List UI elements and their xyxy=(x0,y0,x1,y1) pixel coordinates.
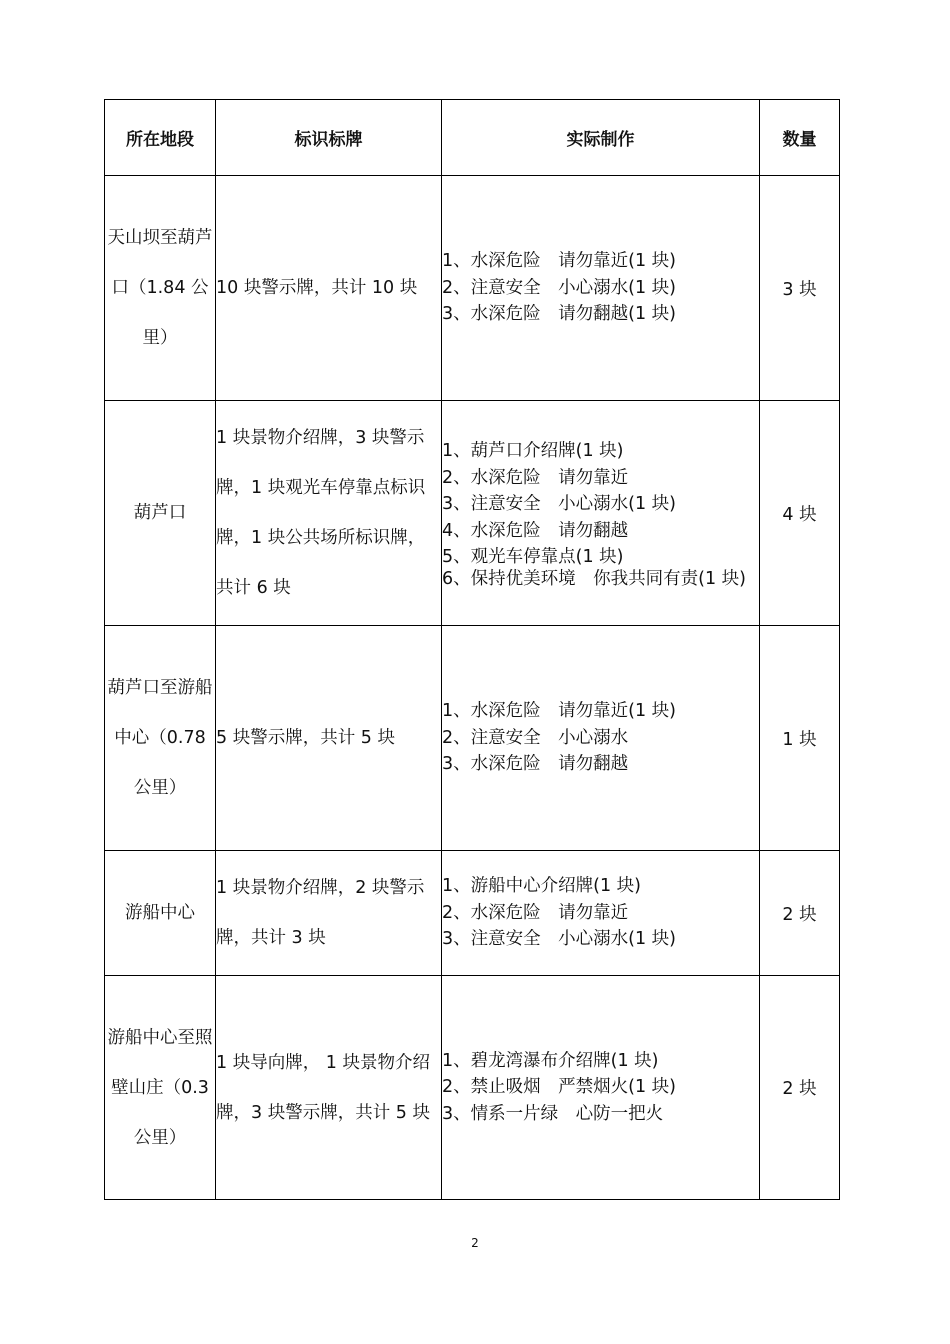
made-item: 4、水深危险 请勿翻越 xyxy=(442,520,629,541)
page-number: 2 xyxy=(471,1236,479,1250)
location-cell: 天山坝至葫芦口（1.84 公里） xyxy=(105,176,216,401)
quantity-cell: 2 块 xyxy=(760,976,840,1200)
made-item: 1、水深危险 请勿靠近(1 块) xyxy=(442,251,676,272)
made-cell xyxy=(442,176,760,401)
location-cell: 游船中心 xyxy=(105,851,216,976)
made-item: 3、注意安全 小心溺水(1 块) xyxy=(442,929,676,950)
made-item: 1、游船中心介绍牌(1 块) xyxy=(442,876,641,897)
header-quantity: 数量 xyxy=(760,100,840,176)
signs-cell: 1 块导向牌， 1 块景物介绍牌，3 块警示牌，共计 5 块 xyxy=(216,976,442,1200)
quantity-cell: 3 块 xyxy=(760,176,840,401)
made-item: 2、注意安全 小心溺水 xyxy=(442,727,629,748)
header-row xyxy=(105,100,840,176)
table-row xyxy=(105,401,840,626)
made-cell xyxy=(442,626,760,851)
quantity-cell: 1 块 xyxy=(760,626,840,851)
signs-cell: 5 块警示牌，共计 5 块 xyxy=(216,626,442,851)
made-item: 1、碧龙湾瀑布介绍牌(1 块) xyxy=(442,1050,659,1071)
location-cell: 游船中心至照壁山庄（0.3 公里） xyxy=(105,976,216,1200)
signs-cell: 1 块景物介绍牌，2 块警示牌，共计 3 块 xyxy=(216,851,442,976)
made-item: 2、水深危险 请勿靠近 xyxy=(442,467,629,488)
table-row xyxy=(105,976,840,1200)
signs-cell: 10 块警示牌，共计 10 块 xyxy=(216,176,442,401)
made-item: 1、水深危险 请勿靠近(1 块) xyxy=(442,701,676,722)
header-signs: 标识标牌 xyxy=(216,100,442,176)
location-cell: 葫芦口至游船中心（0.78 公里） xyxy=(105,626,216,851)
made-item: 2、注意安全 小心溺水(1 块) xyxy=(442,277,676,298)
made-cell xyxy=(442,851,760,976)
table-row xyxy=(105,851,840,976)
made-item: 3、情系一片绿 心防一把火 xyxy=(442,1103,664,1124)
made-item: 3、水深危险 请勿翻越 xyxy=(442,754,629,775)
signage-table xyxy=(104,99,840,1200)
quantity-cell: 4 块 xyxy=(760,401,840,626)
made-item: 3、水深危险 请勿翻越(1 块) xyxy=(442,304,676,325)
signs-cell: 1 块景物介绍牌，3 块警示牌，1 块观光车停靠点标识牌，1 块公共场所标识牌，共计 6 块 xyxy=(216,401,442,626)
made-item: 2、禁止吸烟 严禁烟火(1 块) xyxy=(442,1077,676,1098)
made-cell xyxy=(442,401,760,626)
made-item: 2、水深危险 请勿靠近 xyxy=(442,902,629,923)
header-location: 所在地段 xyxy=(105,100,216,176)
made-item: 5、观光车停靠点(1 块) xyxy=(442,547,624,568)
made-item: 1、葫芦口介绍牌(1 块) xyxy=(442,441,624,462)
table-row xyxy=(105,626,840,851)
header-made: 实际制作 xyxy=(442,100,760,176)
made-item: 3、注意安全 小心溺水(1 块) xyxy=(442,494,676,515)
location-cell: 葫芦口 xyxy=(105,401,216,626)
made-cell xyxy=(442,976,760,1200)
made-item: 6、保持优美环境 你我共同有责(1 块) xyxy=(442,568,746,589)
quantity-cell: 2 块 xyxy=(760,851,840,976)
table-row xyxy=(105,176,840,401)
